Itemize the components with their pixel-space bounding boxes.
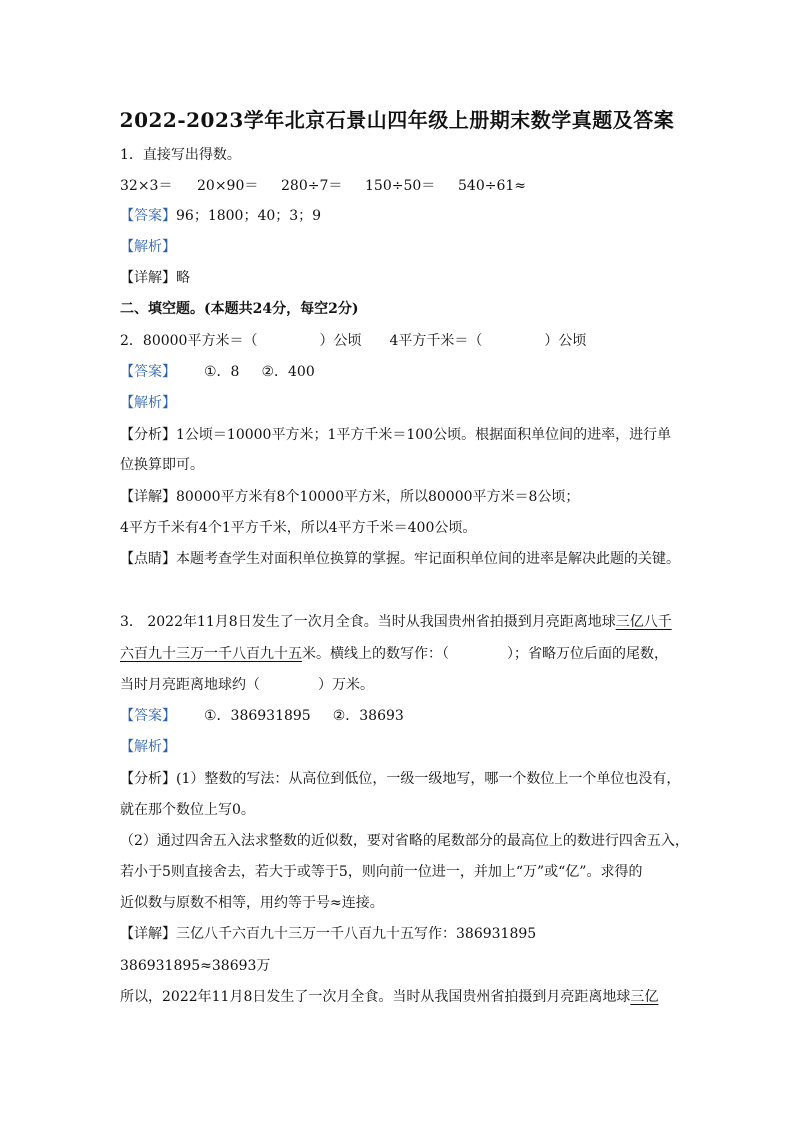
q2-part2: ）公顷 (319, 333, 362, 349)
q1-expr-3: 280÷7＝ (281, 178, 343, 194)
q1-expr-5: 540÷61≈ (458, 178, 526, 194)
q3-line2-text: 米。横线上的数写作：（ (302, 646, 449, 662)
q2-dianjing-text: 本题考查学生对面积单位换算的掌握。牢记面积单位间的进率是解决此题的关键。 (176, 551, 680, 567)
fenxi-tag: 【分析】 (120, 427, 176, 443)
q2-part3: 4平方千米＝（ (389, 333, 483, 349)
q2-analysis-tag: 【解析】 (120, 395, 176, 411)
q1-expr-4: 150÷50＝ (365, 178, 436, 194)
q2-fenxi-line1: 1公顷＝10000平方米；1平方千米＝100公顷。根据面积单位间的进率，进行单 (176, 427, 672, 443)
q3-fenxi (120, 769, 680, 789)
q3-fenxi-line3: （2）通过四舍五入法求整数的近似数，要对省略的尾数部分的最高位上的数进行四舍五入， (120, 833, 689, 849)
q3-answer (120, 706, 404, 726)
detail-tag: 【详解】 (120, 270, 176, 286)
answer-tag: 【答案】 (120, 364, 176, 380)
detail-tag: 【详解】 (120, 926, 176, 942)
q1-answer-text: 96；1800；40；3；9 (176, 208, 322, 224)
q3-line3 (120, 675, 374, 695)
q2-detail-line2: 4平方千米有4个1平方千米，所以4平方千米＝400公顷。 (120, 520, 477, 536)
q1-prompt: 1．直接写出得数。 (120, 147, 241, 163)
q3-line3-tail: ）万米。 (318, 677, 374, 693)
q1-expressions (120, 176, 526, 196)
q2-fenxi-line2: 位换算即可。 (120, 457, 204, 473)
q3-detail-line3-underlined: 三亿 (630, 989, 659, 1005)
q3-detail-line3 (120, 987, 658, 1007)
q3-line1-text: 3． 2022年11月8日发生了一次月全食。当时从我国贵州省拍摄到月亮距离地球 (120, 614, 616, 630)
q1-detail-text: 略 (176, 270, 190, 286)
q2-fenxi (120, 425, 671, 445)
q2-answer-2: ②．400 (261, 364, 315, 380)
q3-fenxi-line5: 近似数与原数不相等，用约等于号≈连接。 (120, 895, 384, 911)
q1-expr-2: 20×90＝ (197, 178, 259, 194)
q3-detail (120, 924, 536, 944)
q3-fenxi-line1: (1）整数的写法：从高位到低位，一级一级地写，哪一个数位上一个单位也没有， (176, 771, 681, 787)
q2-prompt (120, 331, 586, 351)
q3-fenxi-line2: 就在那个数位上写0。 (120, 802, 255, 818)
q3-detail-line1: 三亿八千六百九十三万一千八百九十五写作：386931895 (176, 926, 537, 942)
q3-fenxi-line4: 若小于5则直接舍去，若大于或等于5，则向前一位进一，并加上“万”或“亿”。求得的 (120, 864, 643, 880)
q3-line2 (120, 644, 668, 664)
q3-answer-2: ②．38693 (332, 708, 404, 724)
q3-line2-underlined: 六百九十三万一千八百九十五 (120, 646, 302, 662)
answer-tag: 【答案】 (120, 208, 176, 224)
q3-line1-underlined: 三亿八千 (615, 614, 672, 630)
q1-analysis-tag: 【解析】 (120, 239, 176, 255)
q3-detail-line3-text: 所以，2022年11月8日发生了一次月全食。当时从我国贵州省拍摄到月亮距离地球 (120, 989, 631, 1005)
q2-part1: 2．80000平方米＝（ (120, 333, 258, 349)
q3-line2-tail: ）；省略万位后面的尾数， (507, 646, 668, 662)
q2-dianjing (120, 549, 680, 569)
q3-answer-1: ①．386931895 (204, 708, 311, 724)
dianjing-tag: 【点睛】 (120, 551, 176, 567)
fenxi-tag: 【分析】 (120, 771, 176, 787)
q1-expr-1: 32×3＝ (120, 178, 173, 194)
q2-detail (120, 487, 579, 507)
q2-part4: ）公顷 (544, 333, 587, 349)
q3-line1 (120, 612, 672, 632)
q2-answer-1: ①．8 (204, 364, 240, 380)
q1-answer (120, 206, 321, 226)
q3-analysis-tag: 【解析】 (120, 739, 176, 755)
answer-tag: 【答案】 (120, 708, 176, 724)
page-title: 2022-2023学年北京石景山四年级上册期末数学真题及答案 (119, 108, 675, 132)
q1-detail (120, 268, 190, 288)
q2-answer (120, 362, 315, 382)
q3-line3-text: 当时月亮距离地球约（ (120, 677, 260, 693)
q3-detail-line2: 386931895≈38693万 (120, 958, 271, 974)
q2-detail-line1: 80000平方米有8个10000平方米，所以80000平方米＝8公顷； (176, 489, 580, 505)
section-heading: 二、填空题。(本题共24分，每空2分) (120, 301, 359, 317)
detail-tag: 【详解】 (120, 489, 176, 505)
